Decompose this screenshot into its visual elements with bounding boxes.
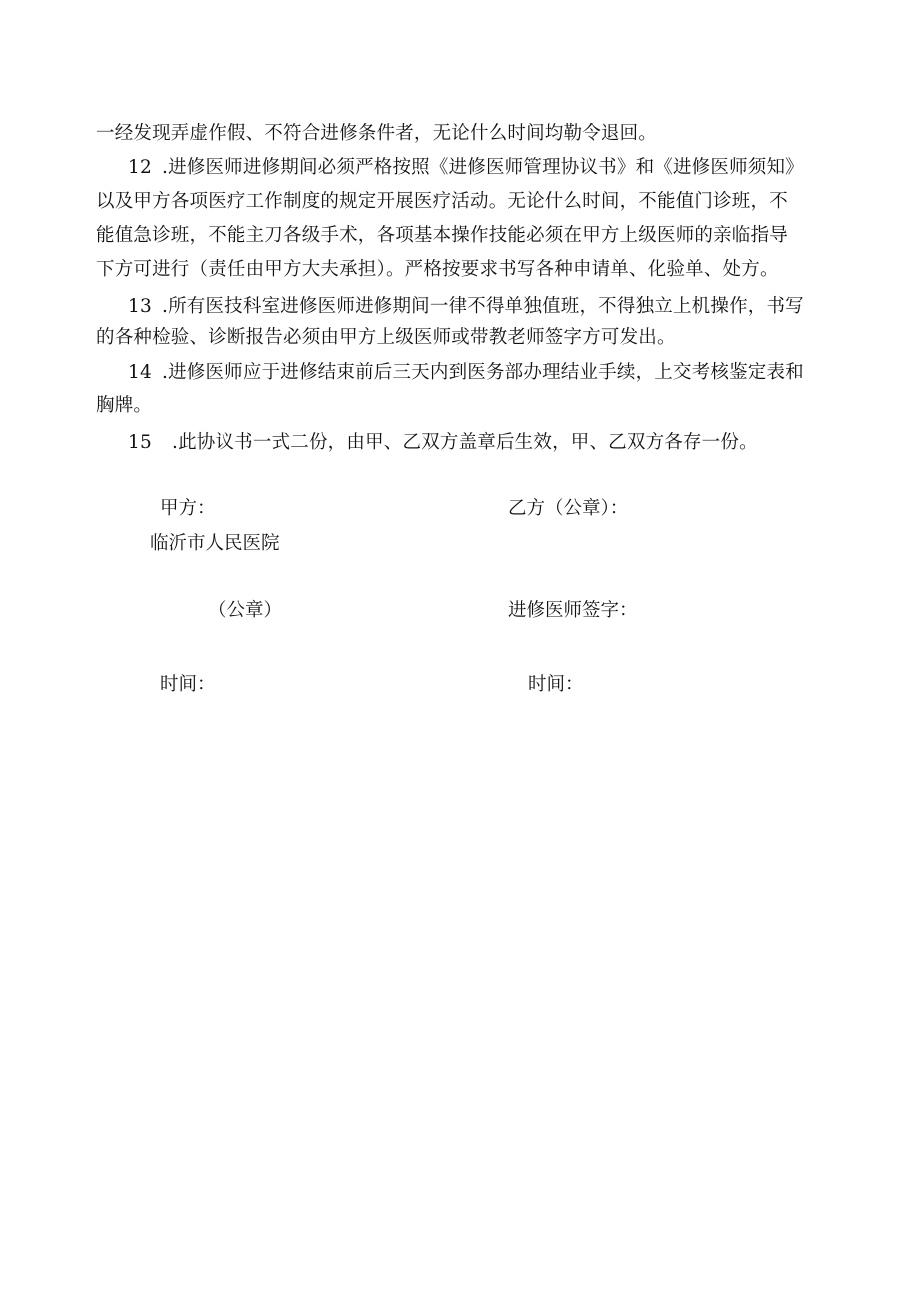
party-a-time: 时间： [160,674,216,695]
paragraph-11-tail: 一经发现弄虚作假、不符合进修条件者，无论什么时间均勒令退回。 [96,123,658,144]
party-b-label: 乙方（公章）： [508,498,629,519]
paragraph-text: .进修医师进修期间必须严格按照《进修医师管理协议书》和《进修医师须知》 [162,157,804,178]
paragraph-13-line-2: 的各种检验、诊断报告必须由甲方上级医师或带教老师签字方可发出。 [96,327,676,348]
party-b-time: 时间： [528,674,584,695]
paragraph-12-line-4: 下方可进行（责任由甲方大夫承担）。严格按要求书写各种申请单、化验单、处方。 [96,259,779,280]
party-a-seal: （公章） [208,600,283,621]
paragraph-text: .所有医技科室进修医师进修期间一律不得单独值班，不得独立上机操作，书写 [162,296,804,317]
party-b-signature: 进修医师签字： [508,600,638,621]
paragraph-12-line-3: 能值急诊班，不能主刀各级手术，各项基本操作技能必须在甲方上级医师的亲临指导 [96,225,788,246]
item-number: 13 [128,296,152,317]
item-number: 12 [128,157,152,178]
paragraph-14-line-2: 胸牌。 [96,395,153,416]
paragraph-13-line-1 [128,295,804,319]
item-number: 15 [128,432,152,453]
paragraph-14-line-1 [128,361,804,385]
paragraph-12-line-1 [128,156,804,180]
item-number: 14 [128,362,152,383]
paragraph-text: .进修医师应于进修结束前后三天内到医务部办理结业手续，上交考核鉴定表和 [162,362,804,383]
paragraph-15-line-1 [128,431,758,455]
paragraph-12-line-2: 以及甲方各项医疗工作制度的规定开展医疗活动。无论什么时间，不能值门诊班，不 [96,191,788,212]
paragraph-text: .此协议书一式二份，由甲、乙双方盖章后生效，甲、乙双方各存一份。 [172,432,758,453]
party-a-label: 甲方： [160,498,216,519]
party-a-name: 临沂市人民医院 [150,533,280,554]
